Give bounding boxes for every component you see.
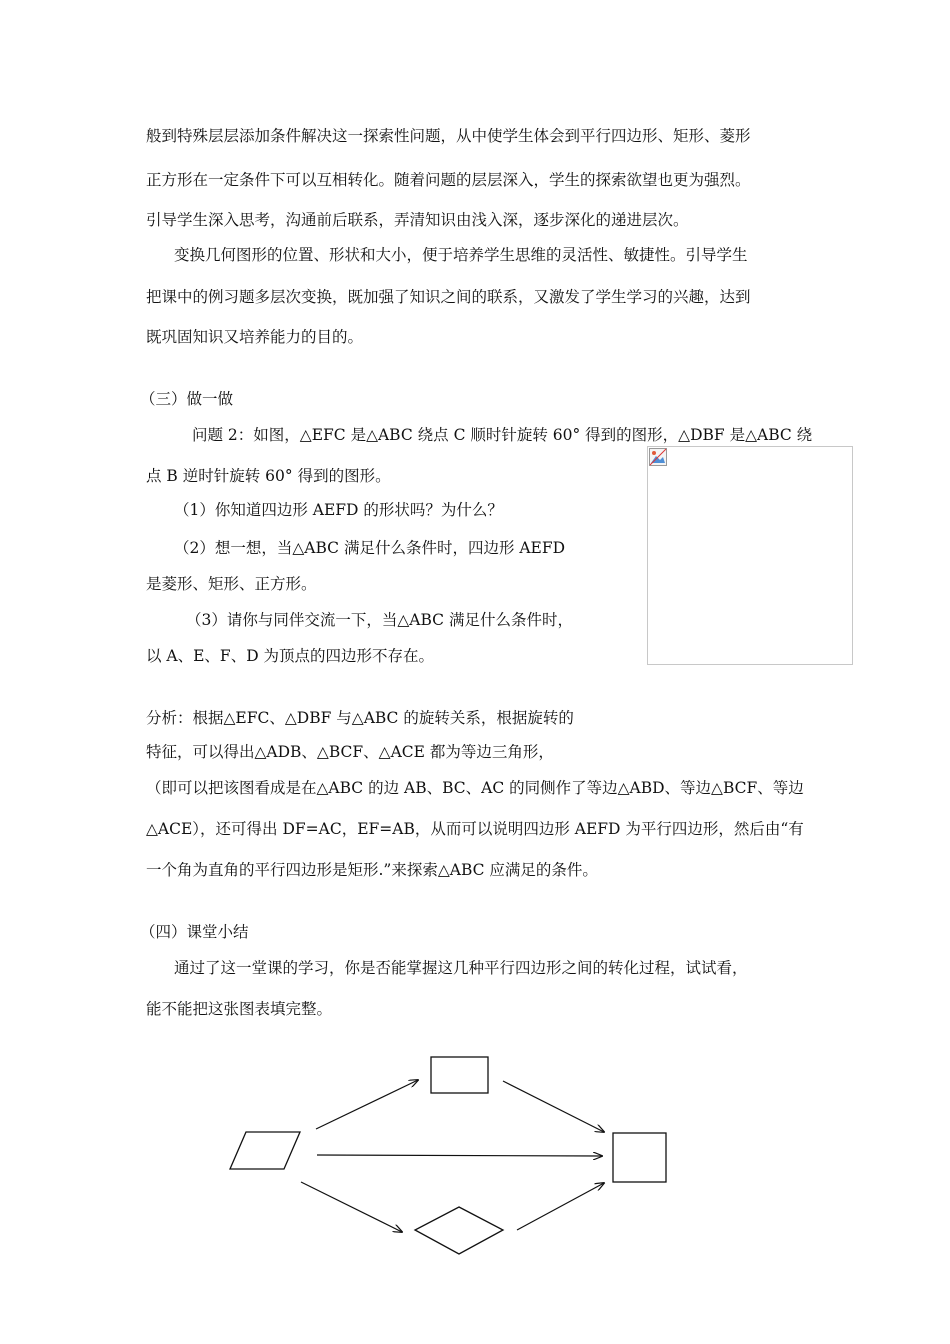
arrow-parallelogram-to-rectangle [316,1080,418,1129]
section-heading: （四）课堂小结 [140,923,249,941]
text-line: 正方形在一定条件下可以互相转化。随着问题的层层深入，学生的探索欲望也更为强烈。 [146,171,751,189]
analysis-line: 一个角为直角的平行四边形是矩形.”来探索△ABC 应满足的条件。 [146,861,598,879]
summary-line: 通过了这一堂课的学习，你是否能掌握这几种平行四边形之间的转化过程，试试看， [174,959,748,977]
analysis-line: （即可以把该图看成是在△ABC 的边 AB、BC、AC 的同侧作了等边△ABD、等边△BCF、等边 [146,779,804,797]
square-box [613,1133,666,1182]
question-2-cont: 是菱形、矩形、正方形。 [146,575,317,593]
arrow-rhombus-to-square [517,1183,604,1230]
arrow-parallelogram-to-rhombus [301,1182,402,1232]
text-line: 引导学生深入思考，沟通前后联系，弄清知识由浅入深，逐步深化的递进层次。 [146,211,689,229]
summary-line: 能不能把这张图表填完整。 [146,1000,333,1018]
analysis-line: 分析：根据△EFC、△DBF 与△ABC 的旋转关系，根据旋转的 [146,709,574,727]
analysis-line: △ACE），还可得出 DF=AC，EF=AB，从而可以说明四边形 AEFD 为平行四边形，然后由“有 [146,820,804,838]
parallelogram-shape [230,1132,300,1169]
analysis-line: 特征，可以得出△ADB、△BCF、△ACE 都为等边三角形， [146,743,554,761]
problem-line: 点 B 逆时针旋转 60° 得到的图形。 [146,467,391,485]
rhombus-shape [415,1207,503,1254]
text-line: 把课中的例习题多层次变换，既加强了知识之间的联系，又激发了学生学习的兴趣，达到 [146,288,751,306]
rectangle-box [431,1057,488,1093]
arrow-parallelogram-to-square [317,1155,602,1156]
text-line: 变换几何图形的位置、形状和大小，便于培养学生思维的灵活性、敏捷性。引导学生 [174,246,748,264]
text-line: 既巩固知识又培养能力的目的。 [146,328,364,346]
problem-line: 问题 2：如图，△EFC 是△ABC 绕点 C 顺时针旋转 60° 得到的图形，△DBF 是△ABC 绕 [192,426,813,444]
question-3: （3）请你与同伴交流一下，当△ABC 满足什么条件时， [186,611,573,629]
section-heading: （三）做一做 [140,390,234,408]
arrow-rectangle-to-square [503,1081,604,1132]
question-3-cont: 以 A、E、F、D 为顶点的四边形不存在。 [146,647,435,665]
question-2: （2）想一想，当△ABC 满足什么条件时，四边形 AEFD [174,539,566,557]
question-1: （1）你知道四边形 AEFD 的形状吗？为什么？ [174,501,503,519]
text-line: 般到特殊层层添加条件解决这一探索性问题，从中使学生体会到平行四边形、矩形、菱形 [146,127,751,145]
